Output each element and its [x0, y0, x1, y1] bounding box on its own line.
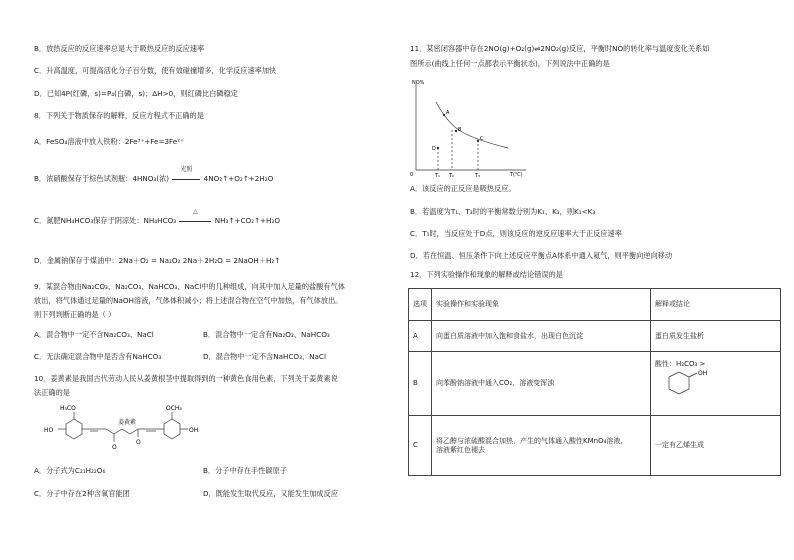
q9-stem-line2: 放出，将气体通过足量的NaOH溶液，气体体积减小；将上述混合物在空气中加热，有气体放出。	[34, 296, 343, 305]
row-b-operation: 向苯酚钠溶液中通入CO₂，溶液变浑浊	[432, 352, 651, 416]
och3-left-label: H₃CO	[60, 405, 76, 412]
ho-left-label: HO	[44, 427, 54, 434]
graph-point-c: C	[480, 136, 484, 142]
table-row	[409, 416, 781, 476]
q10-option-a: A．分子式为C₂₁H₂₂O₆	[34, 466, 106, 475]
row-c-conclusion: 一定有乙烯生成	[651, 416, 781, 476]
q10-option-c: C．分子中存在2种含氧官能团	[34, 489, 130, 498]
ketone-o-label-2: O	[136, 439, 141, 446]
q8-option-b-left: B．浓硝酸保存于棕色试剂瓶：4HNO₃(浓)	[34, 174, 170, 183]
q9-option-d: D．混合物中一定不含NaHCO₃、NaCl	[203, 352, 326, 361]
row-a-conclusion: 蛋白质发生盐析	[651, 321, 781, 352]
structure-name-label: 姜黄素	[118, 419, 137, 426]
table-header-row	[409, 289, 781, 321]
q11-option-c: C．T₁时，当反应处于D点，则该反应的逆反应速率大于正反应速率	[410, 229, 622, 238]
graph-tick-t2: T₂	[449, 173, 455, 178]
graph-tick-t3: T₃	[475, 173, 481, 178]
row-b-option: B	[409, 352, 432, 416]
q10-option-d: D．既能发生取代反应，又能发生加成反应	[203, 489, 338, 498]
q9-option-c: C．无法确定混合物中是否含有NaHCO₃	[34, 352, 162, 361]
graph-origin: 0	[410, 172, 414, 178]
row-c-operation-line2: 溶液紫红色褪去	[436, 445, 485, 454]
q8-option-a: A．FeSO₄溶液中放入铁粉：2Fe³⁺+Fe=3Fe²⁺	[34, 137, 184, 146]
graph-tick-t1: T₁	[435, 173, 441, 178]
table-row	[409, 321, 781, 352]
oh-right-label: OH	[189, 427, 199, 434]
q10-stem-line1: 10．姜黄素是我国古代劳动人民从姜黄根茎中提取得到的一种黄色食用色素，下列关于姜黄素说	[34, 374, 338, 383]
q8-option-c	[34, 208, 281, 225]
q7-option-c: C．升高温度，可提高活化分子百分数，使有效碰撞增多，化学反应速率加快	[34, 66, 277, 75]
row-b-conclusion-text: 酸性：H₂CO₃ >	[655, 359, 706, 368]
phenol-structure	[655, 369, 715, 405]
q11-stem-line1: 11．某密闭容器中存在2NO(g)+O₂(g)⇌2NO₂(g)反应，平衡时NO的转化率与温度变化关系如	[410, 44, 710, 53]
q11-option-b: B．若温度为T₁、T₃时的平衡常数分别为K₁、K₃，则K₁<K₃	[410, 207, 596, 216]
q8-option-c-left: C．氮肥NH₄HCO₃保存于阴凉处：NH₄HCO₃	[34, 216, 177, 225]
reaction-arrow	[171, 166, 201, 183]
header-conclusion: 解释或结论	[651, 289, 781, 321]
row-b-conclusion	[651, 352, 781, 416]
graph-point-d: D	[432, 146, 436, 152]
q9-stem-line3: 则下列判断正确的是（ ）	[34, 310, 116, 319]
q12-stem: 12．下列实验操作和现象的解释或结论错误的是	[410, 270, 563, 279]
header-option: 选项	[409, 289, 432, 321]
q10-stem-line2: 法正确的是	[34, 388, 70, 397]
q8-option-c-right: NH₃↑+CO₂↑+H₂O	[214, 216, 281, 225]
header-operation: 实验操作和实验现象	[432, 289, 651, 321]
table-row	[409, 352, 781, 416]
q11-graph	[408, 78, 538, 178]
row-c-operation-line1: 将乙醇与浓硫酸混合加热，产生的气体通入酸性KMnO₄溶液，	[436, 436, 628, 445]
row-c-operation	[432, 416, 651, 476]
reaction-arrow	[178, 208, 212, 225]
reaction-condition: 光照	[180, 166, 193, 173]
q8-option-b	[34, 166, 274, 183]
q8-stem: 8．下列关于物质保存的解释，反应方程式不正确的是	[34, 111, 204, 120]
q10-option-b: B．分子中存在手性碳原子	[203, 466, 287, 475]
q9-option-a: A．混合物中一定不含Na₂CO₃、NaCl	[34, 330, 154, 339]
q11-option-d: D．若在恒温、恒压条件下向上述反应平衡点A体系中通入氦气，则平衡向逆向移动	[410, 251, 673, 260]
row-a-option: A	[409, 321, 432, 352]
q7-option-b: B．放热反应的反应速率总是大于吸热反应的反应速率	[34, 44, 205, 53]
q9-stem-line1: 9．某混合物由Na₂CO₃、Na₂CO₃、NaHCO₃、NaCl中的几种组成，向其中加入足量的盐酸有气体	[34, 282, 345, 291]
equilibrium-curve	[436, 102, 508, 148]
phenol-oh-label: OH	[698, 369, 708, 377]
q9-option-b: B．混合物中一定含有Na₂O₂、NaHCO₃	[203, 330, 330, 339]
q8-option-b-right: 4NO₂↑+O₂↑+2H₂O	[203, 174, 274, 183]
row-a-operation: 向蛋白质溶液中加入饱和食盐水，出现白色沉淀	[432, 321, 651, 352]
q12-table	[408, 288, 781, 476]
graph-ylabel: NO%	[412, 80, 425, 86]
reaction-condition: △	[193, 208, 198, 215]
och3-right-label: OCH₃	[166, 405, 182, 412]
row-c-option: C	[409, 416, 432, 476]
q8-option-d: D．金属钠保存于煤油中：2Na＋O₂ = Na₂O₂ 2Na＋2H₂O = 2NaOH＋H₂↑	[34, 256, 281, 265]
q11-option-a: A．该反应的正反应是吸热反应。	[410, 184, 516, 193]
q7-option-d: D．已知4P(红磷，s)=P₄(白磷，s)；ΔH>0，则红磷比白磷稳定	[34, 89, 238, 98]
graph-point-a: A	[446, 110, 450, 116]
ketone-o-label: O	[112, 444, 117, 451]
q11-stem-line2: 图所示(曲线上任何一点都表示平衡状态)，下列说法中正确的是	[410, 59, 610, 68]
graph-point-b: B	[458, 127, 462, 133]
curcumin-structure	[38, 402, 248, 454]
graph-xlabel: T(℃)	[510, 172, 523, 178]
